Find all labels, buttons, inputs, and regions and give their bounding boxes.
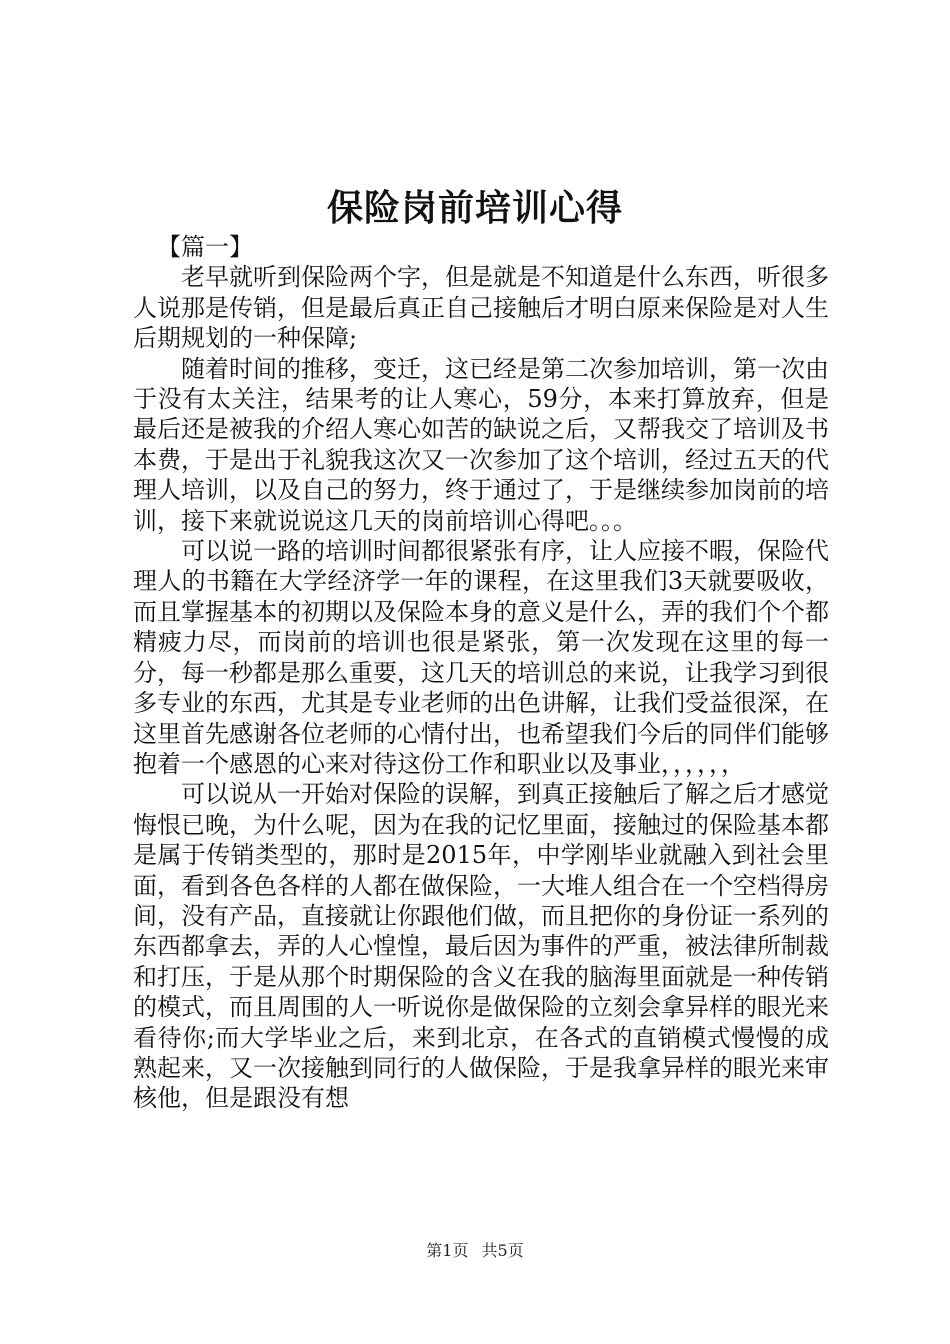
paragraph-3: 可以说一路的培训时间都很紧张有序，让人应接不暇，保险代理人的书籍在大学经济学一年的课程，在这里我们3天就要吸收，而且掌握基本的初期以及保险本身的意义是什么，弄的我们个个都精疲力尽，而岗前的培训也很是紧张，第一次发现在这里的每一分，每一秒都是那么重要，这几天的培训总的来说，让我学习到很多专业的东西，尤其是专业老师的出色讲解，让我们受益很深，在这里首先感谢各位老师的心情付出，也希望我们今后的同伴们能够抱着一个感恩的心来对待这份工作和职业以及事业，，，，，，: [133, 537, 829, 778]
paragraph-4: 可以说从一开始对保险的误解，到真正接触后了解之后才感觉悔恨已晚，为什么呢，因为在我的记忆里面，接触过的保险基本都是属于传销类型的，那时是2015年，中学刚毕业就融入到社会里面，看到各色各样的人都在做保险，一大堆人组合在一个空档得房间，没有产品，直接就让你跟他们做，而且把你的身份证一系列的东西都拿去，弄的人心惶惶，最后因为事件的严重，被法律所制裁和打压，于是从那个时期保险的含义在我的脑海里面就是一种传销的模式，而且周围的人一听说你是做保险的立刻会拿异样的眼光来看待你;而大学毕业之后，来到北京，在各式的直销模式慢慢的成熟起来，又一次接触到同行的人做保险，于是我拿异样的眼光来审核他，但是跟没有想: [133, 780, 829, 1113]
document-body: [133, 232, 829, 1114]
page-footer: [0, 1241, 950, 1261]
paragraph-1: 老早就听到保险两个字，但是就是不知道是什么东西，听很多人说那是传销，但是最后真正自己接触后才明白原来保险是对人生后期规划的一种保障;: [133, 263, 829, 353]
paragraph-2: 随着时间的推移，变迁，这已经是第二次参加培训，第一次由于没有太关注，结果考的让人寒心，59分，本来打算放弃，但是最后还是被我的介绍人寒心如苦的缺说之后，又帮我交了培训及书本费，于是出于礼貌我这次又一次参加了这个培训，经过五天的代理人培训，以及自己的努力，终于通过了，于是继续参加岗前的培训，接下来就说说这几天的岗前培训心得吧。。。: [133, 354, 829, 535]
section-label: 【篇一】: [157, 233, 253, 261]
page-title: 保险岗前培训心得: [326, 187, 623, 229]
page-total: 共5页: [481, 1241, 524, 1260]
page-number: 第1页: [426, 1241, 469, 1260]
